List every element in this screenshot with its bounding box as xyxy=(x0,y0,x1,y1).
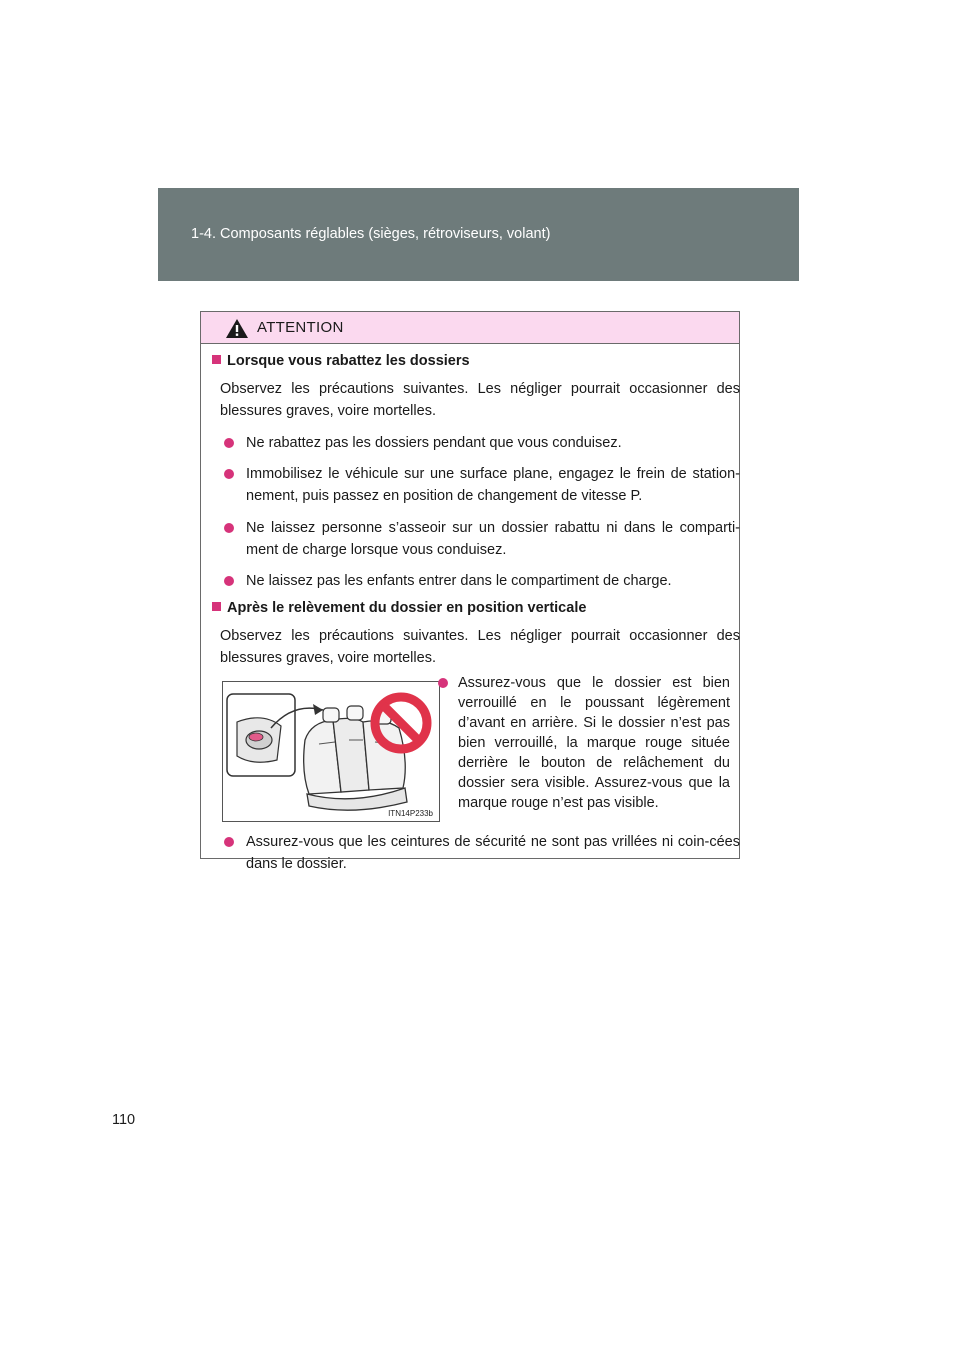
bullet-dot-icon xyxy=(224,576,234,586)
square-bullet-icon xyxy=(212,602,221,611)
list-item: Assurez-vous que les ceintures de sécurité ne sont pas vrillées ni coin-cées dans le dossier. xyxy=(222,831,740,875)
warning-box xyxy=(200,311,740,872)
bullet-dot-icon xyxy=(224,837,234,847)
bullet-dot-icon xyxy=(224,438,234,448)
list-item: Ne laissez pas les enfants entrer dans le compartiment de charge. xyxy=(222,570,740,592)
warning-header xyxy=(201,312,739,344)
square-bullet-icon xyxy=(212,355,221,364)
list-item: Assurez-vous que le dossier est bien verrouillé en le poussant légèrement d’avant en arrière. Si le dossier n’est pas bien verrouillé, la marque rouge située derrière le bouton de relâchement du dossier sera visible. Assurez-vous que la marque rouge n’est pas visible. xyxy=(435,673,730,813)
warning-triangle-icon xyxy=(225,318,249,339)
bullet-dot-icon xyxy=(224,469,234,479)
section-heading-folding: Lorsque vous rabattez les dossiers xyxy=(212,353,470,369)
prohibited-icon xyxy=(368,690,434,756)
list-item: Ne laissez personne s’asseoir sur un dossier rabattu ni dans le comparti-ment de charge lorsque vous conduisez. xyxy=(222,517,740,561)
section-intro-folding: Observez les précautions suivantes. Les négliger pourrait occasionner des blessures graves, voire mortelles. xyxy=(220,381,740,419)
page-number: 110 xyxy=(112,1112,136,1128)
warning-title: ATTENTION xyxy=(257,319,344,336)
bullet-dot-icon xyxy=(224,523,234,533)
section-header xyxy=(158,188,799,281)
section-intro-upright: Observez les précautions suivantes. Les négliger pourrait occasionner des blessures graves, voire mortelles. xyxy=(220,628,740,666)
list-item: Immobilisez le véhicule sur une surface plane, engagez le frein de station-nement, puis passez en position de changement de vitesse P. xyxy=(222,463,740,507)
bullet-dot-icon xyxy=(438,678,448,688)
figure-code: ITN14P233b xyxy=(388,809,433,818)
list-item: Ne rabattez pas les dossiers pendant que vous conduisez. xyxy=(222,432,740,454)
section-heading-upright: Après le relèvement du dossier en position verticale xyxy=(212,600,586,616)
section-title: 1-4. Composants réglables (sièges, rétroviseurs, volant) xyxy=(191,226,551,242)
